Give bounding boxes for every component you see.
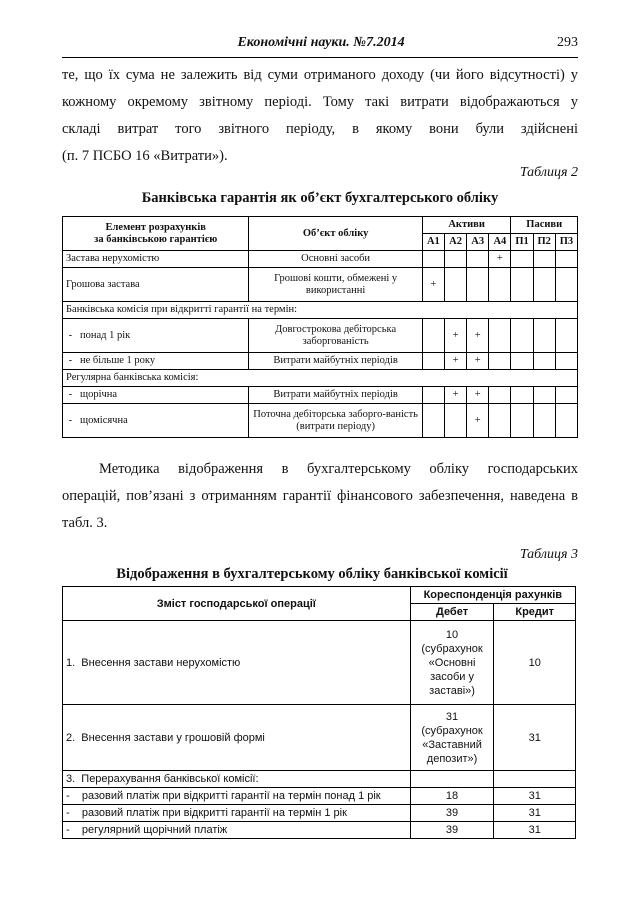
element-cell: - не більше 1 року — [63, 353, 249, 370]
credit-cell: 10 — [494, 621, 576, 705]
mark-cell — [444, 404, 466, 438]
paragraph-line: Методика відображення в бухгалтерському обліку господарських — [99, 461, 578, 477]
mark-cell — [533, 251, 555, 268]
table-row — [63, 822, 576, 839]
element-cell: - щорічна — [63, 387, 249, 404]
mark-cell — [511, 353, 533, 370]
table-row — [63, 302, 578, 319]
mark-cell: + — [467, 404, 489, 438]
table-row — [63, 251, 578, 268]
mark-cell: + — [467, 353, 489, 370]
section-label: Регулярна банківська комісія: — [63, 370, 578, 387]
object-cell: Витрати майбутніх періодів — [249, 353, 422, 370]
mark-cell — [489, 268, 511, 302]
operation-cell: - разовий платіж при відкритті гарантії на термін понад 1 рік — [63, 788, 411, 805]
object-cell: Довгострокова дебіторська заборгованість — [249, 319, 422, 353]
header-content: Зміст господарської операції — [63, 587, 411, 621]
paragraph-2 — [62, 456, 578, 537]
header-assets: Активи — [422, 217, 511, 234]
mark-cell — [467, 251, 489, 268]
table-row — [63, 404, 578, 438]
debit-cell: 10 (субрахунок «Основні засоби у заставі») — [410, 621, 494, 705]
header-credit: Кредит — [494, 604, 576, 621]
mark-cell — [444, 268, 466, 302]
operation-cell: - регулярний щорічний платіж — [63, 822, 411, 839]
mark-cell: + — [444, 353, 466, 370]
mark-cell: + — [467, 319, 489, 353]
mark-cell — [511, 404, 533, 438]
object-cell: Поточна дебіторська заборго-ваність (витрати періоду) — [249, 404, 422, 438]
mark-cell — [489, 404, 511, 438]
element-cell: Грошова застава — [63, 268, 249, 302]
header-object: Об’єкт обліку — [249, 217, 422, 251]
empty-cell — [494, 771, 576, 788]
mark-cell — [467, 268, 489, 302]
mark-cell — [422, 251, 444, 268]
table-3 — [62, 586, 576, 839]
header-col: П2 — [533, 234, 555, 251]
mark-cell — [533, 404, 555, 438]
table-row — [63, 805, 576, 822]
header-correspondence: Кореспонденція рахунків — [410, 587, 575, 604]
table-2-title: Банківська гарантія як об’єкт бухгалтерського обліку — [141, 190, 499, 206]
mark-cell — [422, 387, 444, 404]
object-cell: Грошові кошти, обмежені у використанні — [249, 268, 422, 302]
element-cell: - щомісячна — [63, 404, 249, 438]
table-row — [63, 370, 578, 387]
header-col: А4 — [489, 234, 511, 251]
header-col: А1 — [422, 234, 444, 251]
table-row — [63, 771, 576, 788]
element-cell: Застава нерухомістю — [63, 251, 249, 268]
operation-cell: - разовий платіж при відкритті гарантії на термін 1 рік — [63, 805, 411, 822]
mark-cell: + — [467, 387, 489, 404]
mark-cell — [555, 404, 577, 438]
table-row — [63, 788, 576, 805]
mark-cell — [511, 319, 533, 353]
mark-cell — [489, 353, 511, 370]
mark-cell — [511, 387, 533, 404]
mark-cell — [444, 251, 466, 268]
operation-cell: 2. Внесення застави у грошовій формі — [63, 705, 411, 771]
header-col: П3 — [555, 234, 577, 251]
debit-cell: 31 (субрахунок «Заставний депозит») — [410, 705, 494, 771]
mark-cell — [555, 353, 577, 370]
header-col: А3 — [467, 234, 489, 251]
header-rule — [62, 57, 578, 58]
paragraph-line: табл. 3. — [62, 515, 108, 531]
mark-cell — [533, 268, 555, 302]
mark-cell — [533, 353, 555, 370]
table-2 — [62, 216, 578, 438]
header-liabilities: Пасиви — [511, 217, 578, 234]
section-label: 3. Перерахування банківської комісії: — [63, 771, 411, 788]
mark-cell — [422, 404, 444, 438]
mark-cell: + — [444, 319, 466, 353]
empty-cell — [410, 771, 494, 788]
debit-cell: 39 — [410, 822, 494, 839]
object-cell: Основні засоби — [249, 251, 422, 268]
paragraph-line: (п. 7 ПСБО 16 «Витрати»). — [62, 148, 228, 164]
mark-cell — [555, 387, 577, 404]
table-row — [63, 353, 578, 370]
mark-cell: + — [422, 268, 444, 302]
mark-cell — [489, 387, 511, 404]
table-row — [63, 319, 578, 353]
header-element: Елемент розрахунків за банківською гарантією — [63, 217, 249, 251]
mark-cell — [511, 268, 533, 302]
paragraph-line: складі витрат того звітного періоду, в якому вони були здійснені — [62, 121, 578, 137]
mark-cell — [533, 387, 555, 404]
journal-title: Економічні науки. №7.2014 — [237, 35, 405, 50]
table-row — [63, 705, 576, 771]
credit-cell: 31 — [494, 788, 576, 805]
page-number: 293 — [557, 35, 578, 50]
element-cell: - понад 1 рік — [63, 319, 249, 353]
mark-cell — [533, 319, 555, 353]
table-row — [63, 268, 578, 302]
table-row — [63, 387, 578, 404]
running-header — [62, 35, 580, 55]
mark-cell: + — [444, 387, 466, 404]
paragraph-1 — [62, 62, 578, 170]
paragraph-line: кожному окремому звітному періоді. Тому такі витрати відображаються у — [62, 94, 578, 110]
mark-cell — [511, 251, 533, 268]
table-3-caption: Таблиця 3 — [519, 547, 578, 562]
header-col: А2 — [444, 234, 466, 251]
credit-cell: 31 — [494, 705, 576, 771]
table-3-title: Відображення в бухгалтерському обліку банківської комісії — [116, 566, 508, 582]
mark-cell — [555, 319, 577, 353]
table-2-caption: Таблиця 2 — [519, 165, 578, 180]
section-label: Банківська комісія при відкритті гарантії на термін: — [63, 302, 578, 319]
header-debit: Дебет — [410, 604, 494, 621]
object-cell: Витрати майбутніх періодів — [249, 387, 422, 404]
header-col: П1 — [511, 234, 533, 251]
mark-cell — [489, 319, 511, 353]
mark-cell — [555, 268, 577, 302]
mark-cell: + — [489, 251, 511, 268]
debit-cell: 39 — [410, 805, 494, 822]
credit-cell: 31 — [494, 822, 576, 839]
debit-cell: 18 — [410, 788, 494, 805]
operation-cell: 1. Внесення застави нерухомістю — [63, 621, 411, 705]
table-row — [63, 621, 576, 705]
paragraph-line: те, що їх сума не залежить від суми отриманого доходу (чи його відсутності) у — [62, 67, 578, 83]
mark-cell — [422, 353, 444, 370]
mark-cell — [555, 251, 577, 268]
paragraph-line: операцій, пов’язані з отриманням гарантії фінансового забезпечення, наведена в — [62, 488, 578, 504]
credit-cell: 31 — [494, 805, 576, 822]
mark-cell — [422, 319, 444, 353]
